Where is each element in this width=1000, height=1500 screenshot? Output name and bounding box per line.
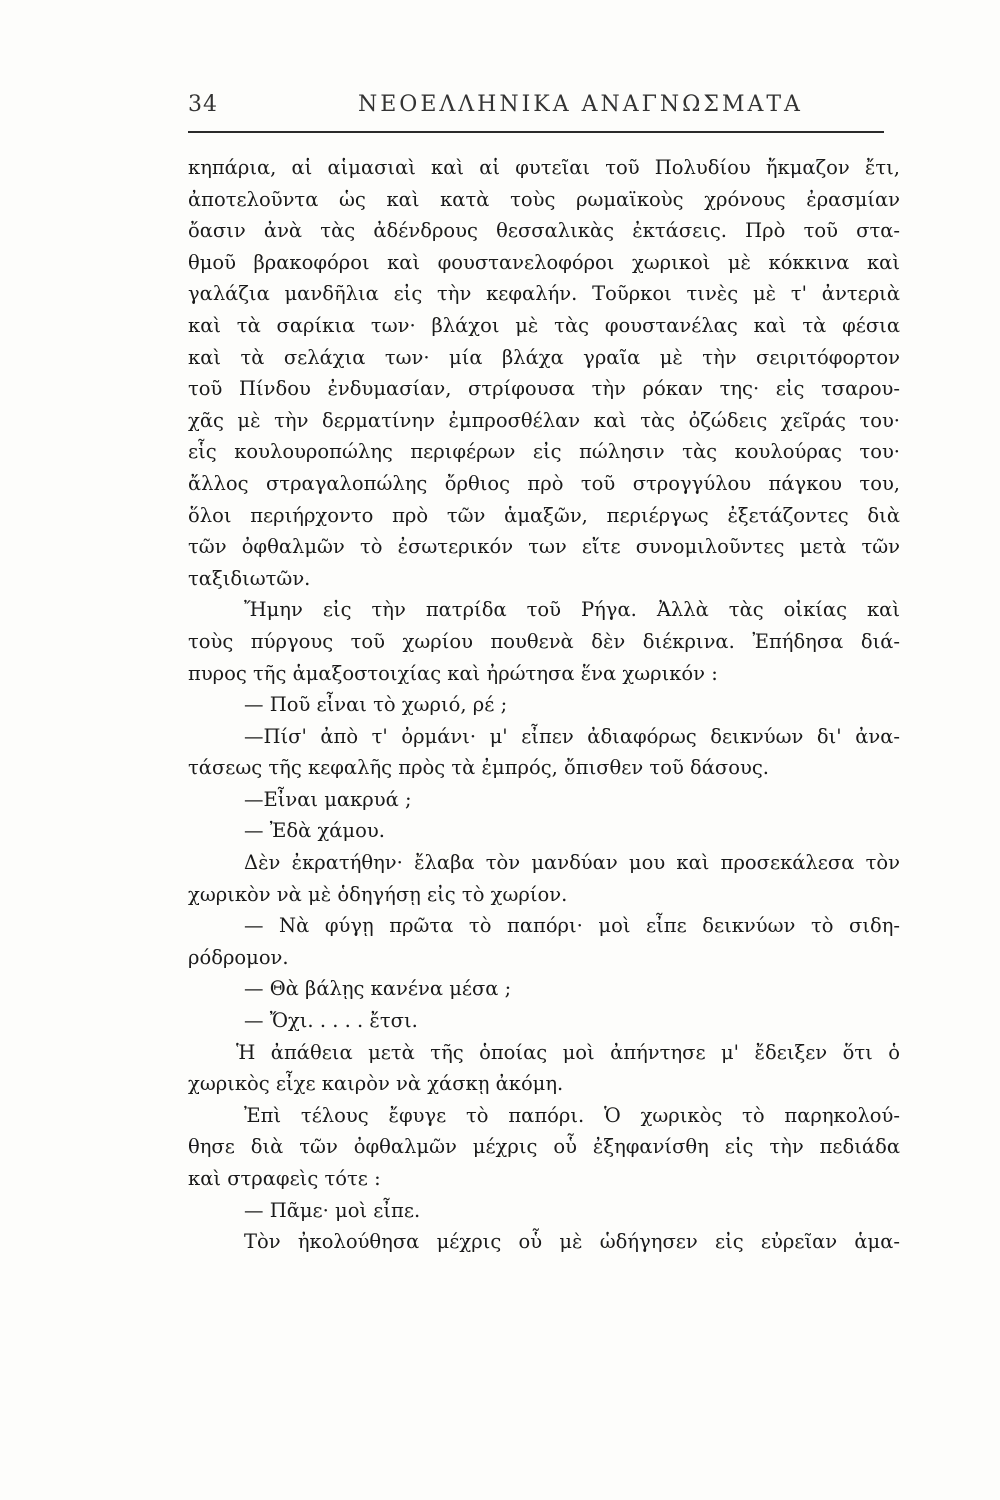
dialogue-line: — Πᾶμε· μοὶ εἶπε. [244, 1198, 421, 1222]
text-line: ταξιδιωτῶν. [188, 566, 311, 590]
text-line: καὶ τὰ σελάχια των· μία βλάχα γραῖα μὲ τὴν σειριτόφορτον [188, 345, 900, 369]
text-line: θμοῦ βρακοφόροι καὶ φουστανελοφόροι χωρικοὶ μὲ κόκκινα καὶ [188, 250, 900, 274]
text-line: Ἡ ἀπάθεια μετὰ τῆς ὁποίας μοὶ ἀπήντησε μ' ἔδειξεν ὅτι ὁ [236, 1040, 900, 1064]
dialogue-line: —Πίσ' ἀπὸ τ' ὀρμάνι· μ' εἶπεν ἀδιαφόρως δεικνύων δι' ἀνα- [244, 724, 900, 748]
text-line: Δὲν ἐκρατήθην· ἔλαβα τὸν μανδύαν μου καὶ προσεκάλεσα τὸν [244, 851, 900, 875]
text-line: κηπάρια, αἱ αἱμασιαὶ καὶ αἱ φυτεῖαι τοῦ Πολυδίου ἤκμαζον ἔτι, [188, 156, 900, 179]
dialogue-line: — Νὰ φύγῃ πρῶτα τὸ παπόρι· μοὶ εἶπε δεικνύων τὸ σιδη- [244, 914, 900, 938]
text-line: τῶν ὀφθαλμῶν τὸ ἐσωτερικόν των εἴτε συνομιλοῦντες μετὰ τῶν [188, 535, 900, 559]
text-line: Ἐπὶ τέλους ἔφυγε τὸ παπόρι. Ὁ χωρικὸς τὸ παρηκολού- [244, 1103, 900, 1127]
text-line: χωρικὸς εἶχε καιρὸν νὰ χάσκῃ ἀκόμη. [188, 1072, 564, 1096]
text-line: ὅλοι περιήρχοντο πρὸ τῶν ἁμαξῶν, περιέργως ἐξετάζοντες διὰ [188, 503, 900, 527]
text-line: χᾶς μὲ τὴν δερματίνην ἐμπροσθέλαν καὶ τὰς ὀζώδεις χεῖράς του· [188, 408, 900, 432]
body-text [188, 152, 900, 1258]
text-line: Ἤμην εἰς τὴν πατρίδα τοῦ Ρήγα. Ἀλλὰ τὰς οἰκίας καὶ [244, 598, 900, 622]
text-line: ἀποτελοῦντα ὡς καὶ κατὰ τοὺς ρωμαϊκοὺς χρόνους ἐρασμίαν [188, 187, 900, 211]
running-title: ΝΕΟΕΛΛΗΝΙΚΑ ΑΝΑΓΝΩΣΜΑΤΑ [358, 92, 803, 117]
text-line: τοὺς πύργους τοῦ χωρίου πουθενὰ δὲν διέκρινα. Ἐπήδησα διά- [188, 629, 900, 653]
header-rule [188, 131, 884, 133]
text-line: καὶ τὰ σαρίκια των· βλάχοι μὲ τὰς φουστανέλας καὶ τὰ φέσια [188, 313, 900, 337]
page-number: 34 [188, 92, 218, 117]
text-line: εἷς κουλουροπώλης περιφέρων εἰς πώλησιν τὰς κουλούρας του· [188, 440, 900, 464]
text-line: Τὸν ἠκολούθησα μέχρις οὗ μὲ ὡδήγησεν εἰς εὐρεῖαν ἁμα- [244, 1230, 900, 1254]
dialogue-line: — Ὄχι. . . . . ἔτσι. [244, 1009, 418, 1033]
dialogue-line: —Εἶναι μακρυά ; [244, 787, 412, 811]
text-line: ὄασιν ἀνὰ τὰς ἀδένδρους θεσσαλικὰς ἐκτάσεις. Πρὸ τοῦ στα- [188, 219, 900, 243]
text-line: τάσεως τῆς κεφαλῆς πρὸς τὰ ἐμπρός, ὄπισθεν τοῦ δάσους. [188, 756, 769, 780]
dialogue-line: — Ἐδὰ χάμου. [244, 819, 385, 843]
text-line: ρόδρομον. [188, 945, 289, 969]
text-line: θησε διὰ τῶν ὀφθαλμῶν μέχρις οὗ ἐξηφανίσθη εἰς τὴν πεδιάδα [188, 1135, 900, 1159]
page-header [188, 92, 888, 132]
dialogue-line: — Θὰ βάλῃς κανένα μέσα ; [244, 977, 512, 1001]
text-line: γαλάζια μανδῆλια εἰς τὴν κεφαλήν. Τοῦρκοι τινὲς μὲ τ' ἀντεριὰ [188, 282, 900, 306]
text-line: πυρος τῆς ἁμαξοστοιχίας καὶ ἠρώτησα ἕνα χωρικόν : [188, 661, 718, 685]
text-line: τοῦ Πίνδου ἐνδυμασίαν, στρίφουσα τὴν ρόκαν της· εἰς τσαρου- [188, 377, 900, 401]
text-line: χωρικὸν νὰ μὲ ὁδηγήσῃ εἰς τὸ χωρίον. [188, 882, 568, 906]
text-line: καὶ στραφεὶς τότε : [188, 1167, 381, 1190]
dialogue-line: — Ποῦ εἶναι τὸ χωριό, ρέ ; [244, 693, 508, 717]
text-line: ἄλλος στραγαλοπώλης ὄρθιος πρὸ τοῦ στρογγύλου πάγκου του, [188, 471, 900, 495]
